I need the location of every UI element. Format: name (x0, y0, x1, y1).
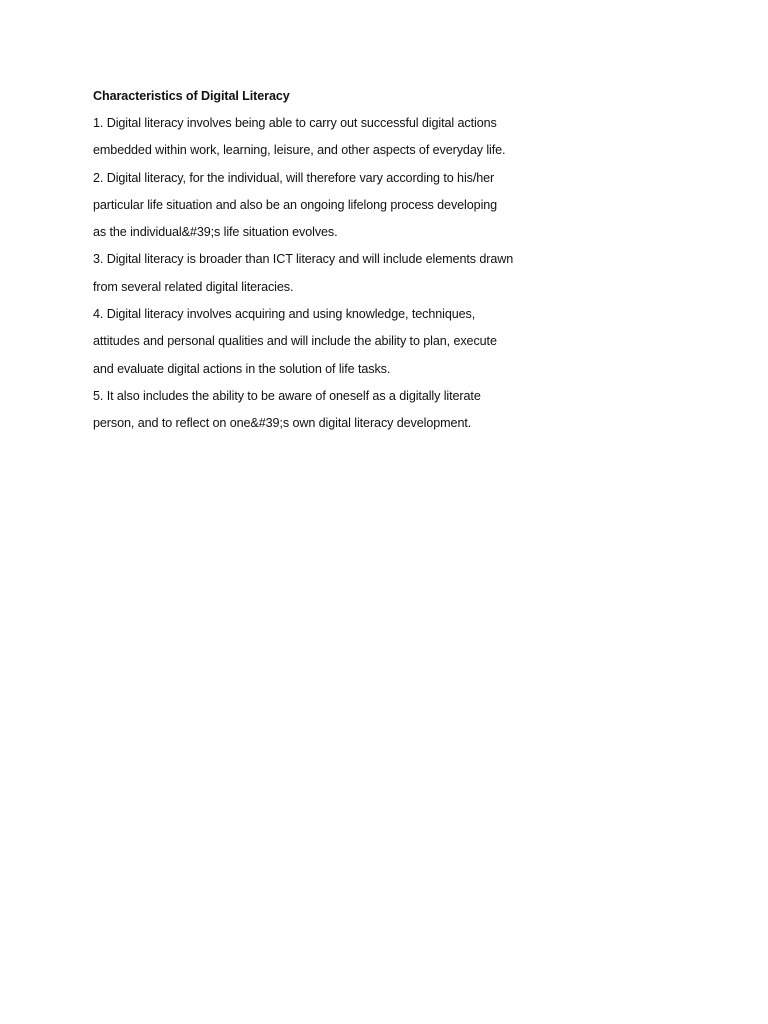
text-line-12: person, and to reflect on one&#39;s own digital literacy development. (93, 416, 472, 431)
text-line-2: embedded within work, learning, leisure, and other aspects of everyday life. (93, 143, 506, 158)
text-line-3: 2. Digital literacy, for the individual, will therefore vary according to his/her (93, 170, 495, 185)
text-line-7: from several related digital literacies. (93, 279, 294, 294)
text-line-5: as the individual&#39;s life situation evolves. (93, 225, 338, 240)
text-line-9: attitudes and personal qualities and will include the ability to plan, execute (93, 334, 497, 349)
text-line-1: 1. Digital literacy involves being able to carry out successful digital actions (93, 116, 497, 130)
text-line-4: particular life situation and also be an ongoing lifelong process developing (93, 197, 498, 212)
text-line-11: 5. It also includes the ability to be aware of oneself as a digitally literate (93, 388, 481, 403)
document-title: Characteristics of Digital Literacy (93, 89, 290, 103)
text-line-8: 4. Digital literacy involves acquiring and using knowledge, techniques, (93, 307, 476, 322)
text-line-6: 3. Digital literacy is broader than ICT literacy and will include elements drawn (93, 252, 514, 267)
document-body (93, 87, 553, 442)
text-line-10: and evaluate digital actions in the solution of life tasks. (93, 361, 391, 376)
